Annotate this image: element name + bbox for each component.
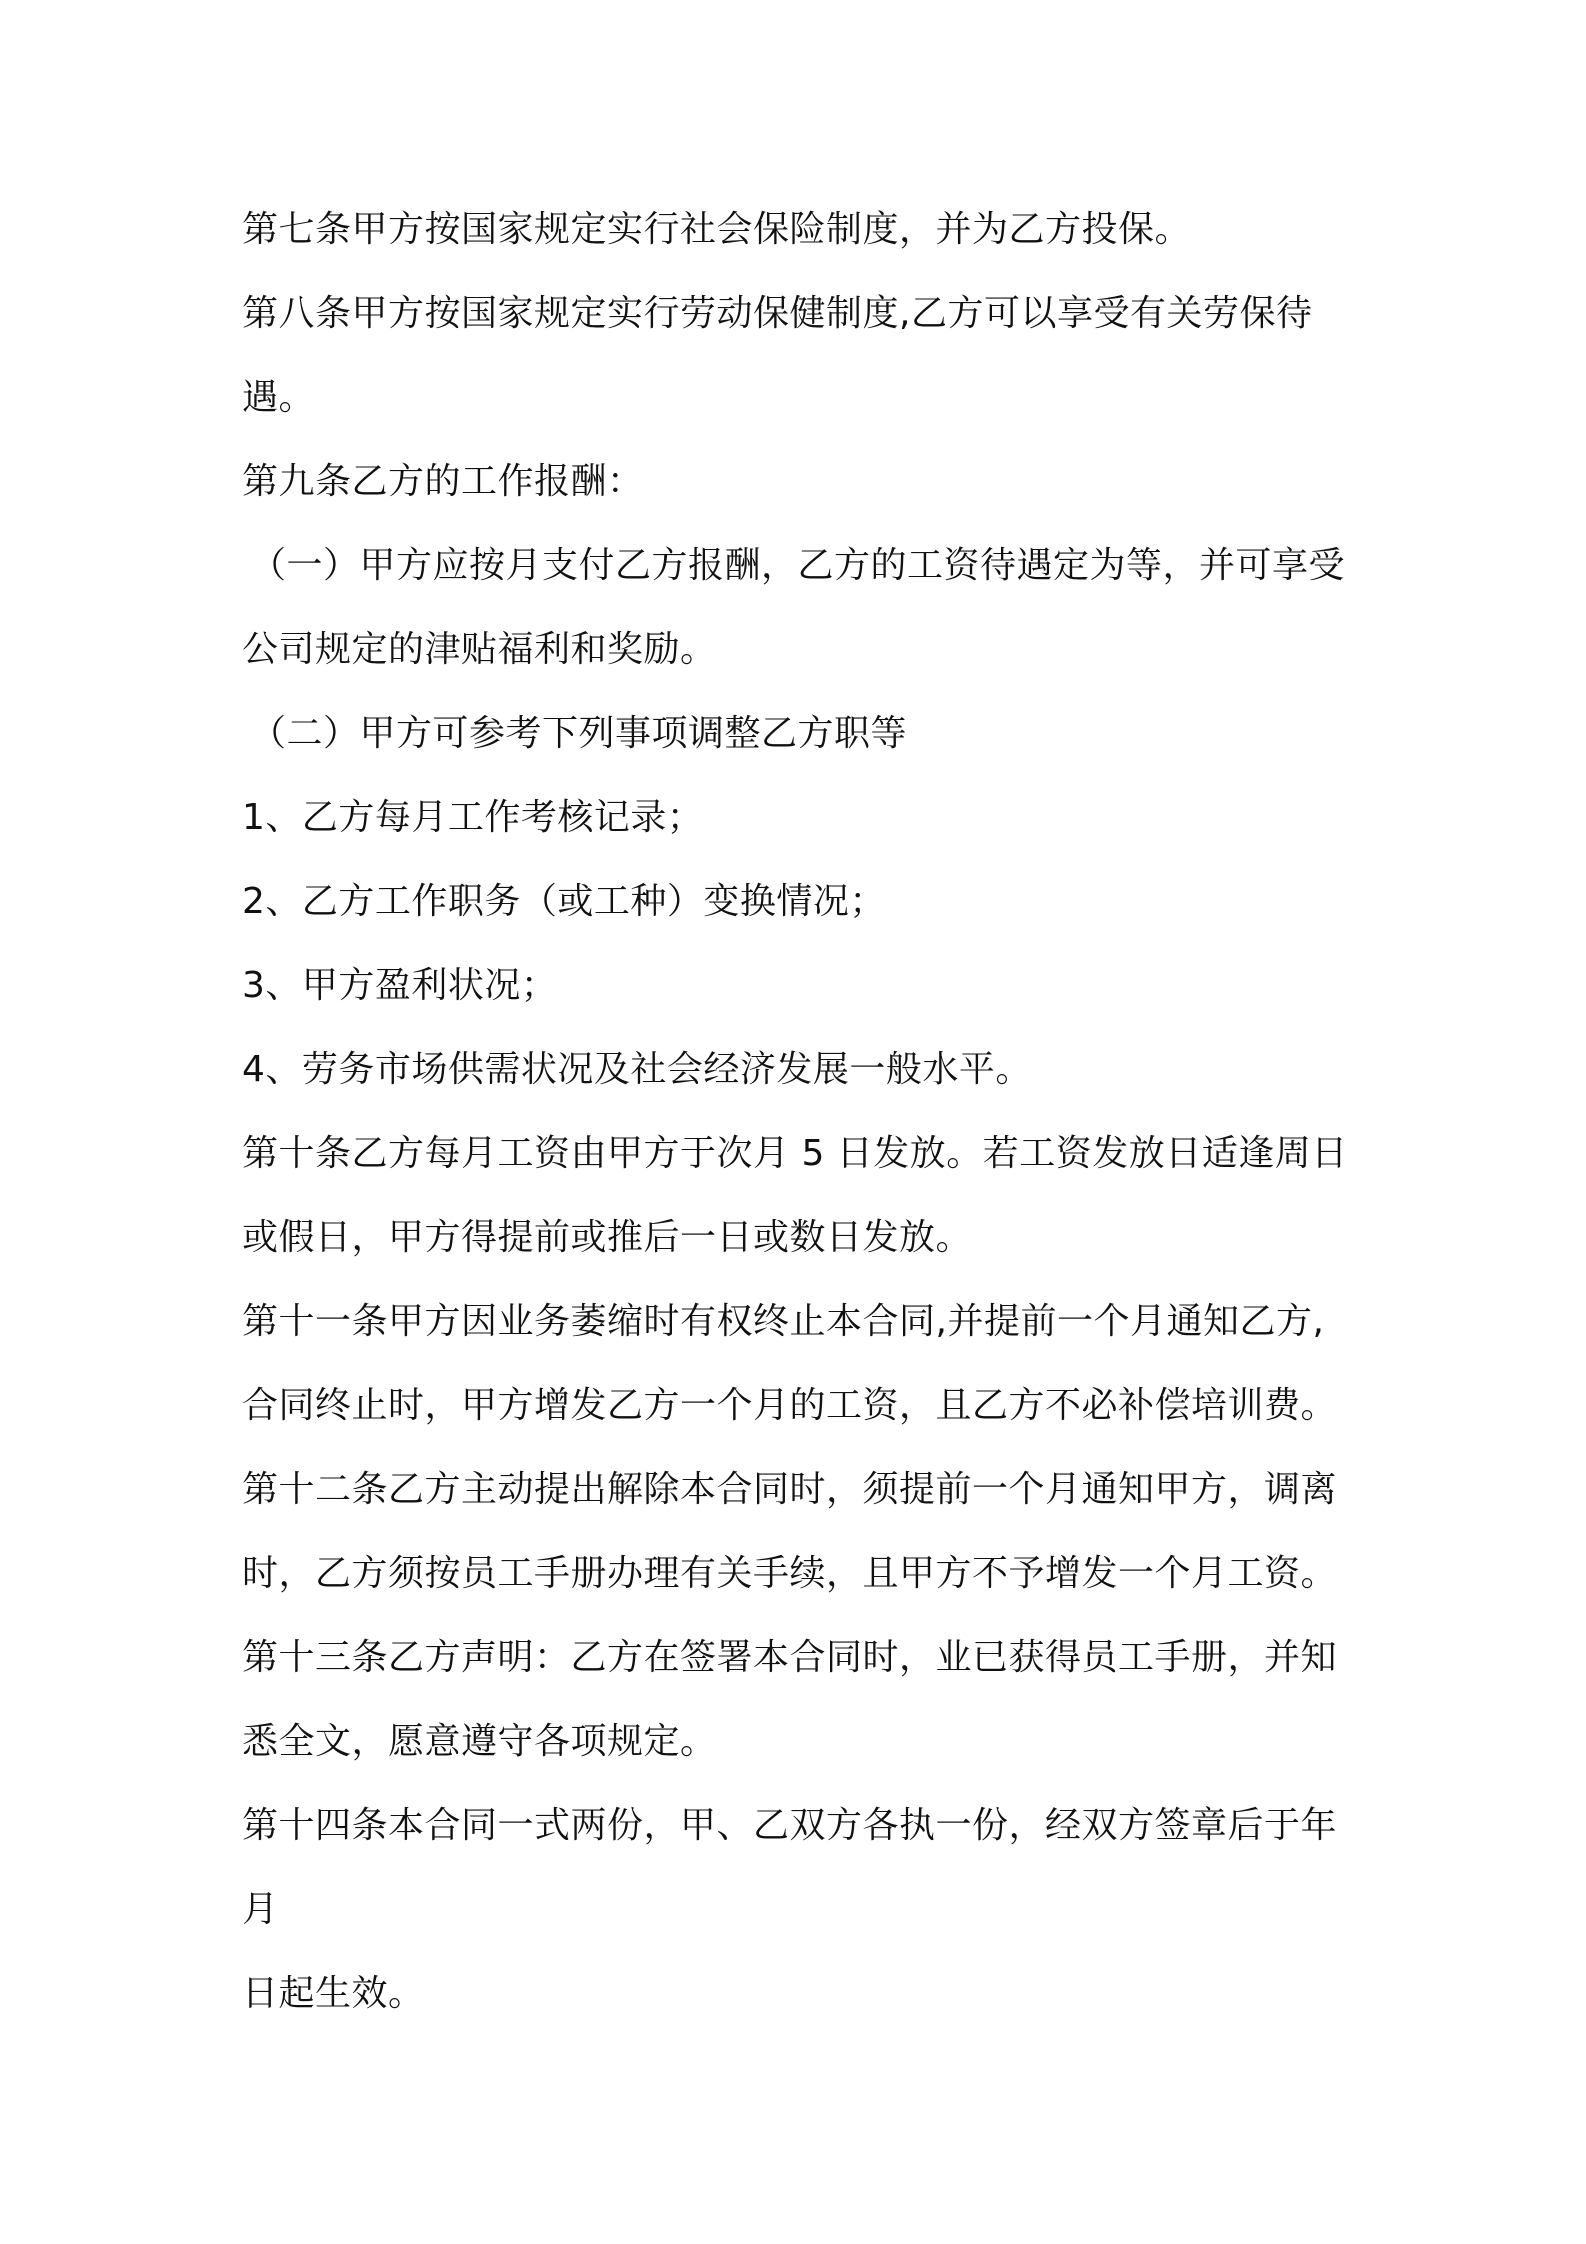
list-item-3: 3、甲方盈利状况； (242, 965, 558, 1006)
article-9-item-1-line-1: （一）甲方应按月支付乙方报酬，乙方的工资待遇定为等，并可享受 (250, 545, 1346, 586)
article-13-line-1: 第十三条乙方声明：乙方在签署本合同时，业已获得员工手册，并知 (242, 1637, 1338, 1678)
article-8-line-2: 遇。 (242, 377, 316, 418)
article-10-line-2: 或假日，甲方得提前或推后一日或数日发放。 (242, 1217, 973, 1258)
article-8-line-1: 第八条甲方按国家规定实行劳动保健制度,乙方可以享受有关劳保待 (242, 293, 1313, 334)
article-11-line-1: 第十一条甲方因业务萎缩时有权终止本合同,并提前一个月通知乙方, (242, 1301, 1325, 1342)
article-12-line-1: 第十二条乙方主动提出解除本合同时，须提前一个月通知甲方，调离 (242, 1469, 1338, 1510)
article-14-line-1: 第十四条本合同一式两份，甲、乙双方各执一份，经双方签章后于年 (242, 1805, 1338, 1846)
article-9-item-2: （二）甲方可参考下列事项调整乙方职等 (250, 713, 908, 754)
article-14-line-3: 日起生效。 (242, 1973, 425, 2014)
article-13-line-2: 悉全文，愿意遵守各项规定。 (242, 1721, 717, 1762)
article-10-line-1: 第十条乙方每月工资由甲方于次月 5 日发放。若工资发放日适逢周日 (242, 1133, 1348, 1174)
list-item-2: 2、乙方工作职务（或工种）变换情况； (242, 881, 886, 922)
list-item-4: 4、劳务市场供需状况及社会经济发展一般水平。 (242, 1049, 1032, 1090)
article-9-heading: 第九条乙方的工作报酬： (242, 461, 644, 502)
article-14-line-2: 月 (242, 1889, 279, 1930)
list-item-1: 1、乙方每月工作考核记录； (242, 797, 704, 838)
article-9-item-1-line-2: 公司规定的津贴福利和奖励。 (242, 629, 717, 670)
article-7: 第七条甲方按国家规定实行社会保险制度，并为乙方投保。 (242, 209, 1192, 250)
article-11-line-2: 合同终止时，甲方增发乙方一个月的工资，且乙方不必补偿培训费。 (242, 1385, 1338, 1426)
article-12-line-2: 时，乙方须按员工手册办理有关手续，且甲方不予增发一个月工资。 (242, 1553, 1338, 1594)
